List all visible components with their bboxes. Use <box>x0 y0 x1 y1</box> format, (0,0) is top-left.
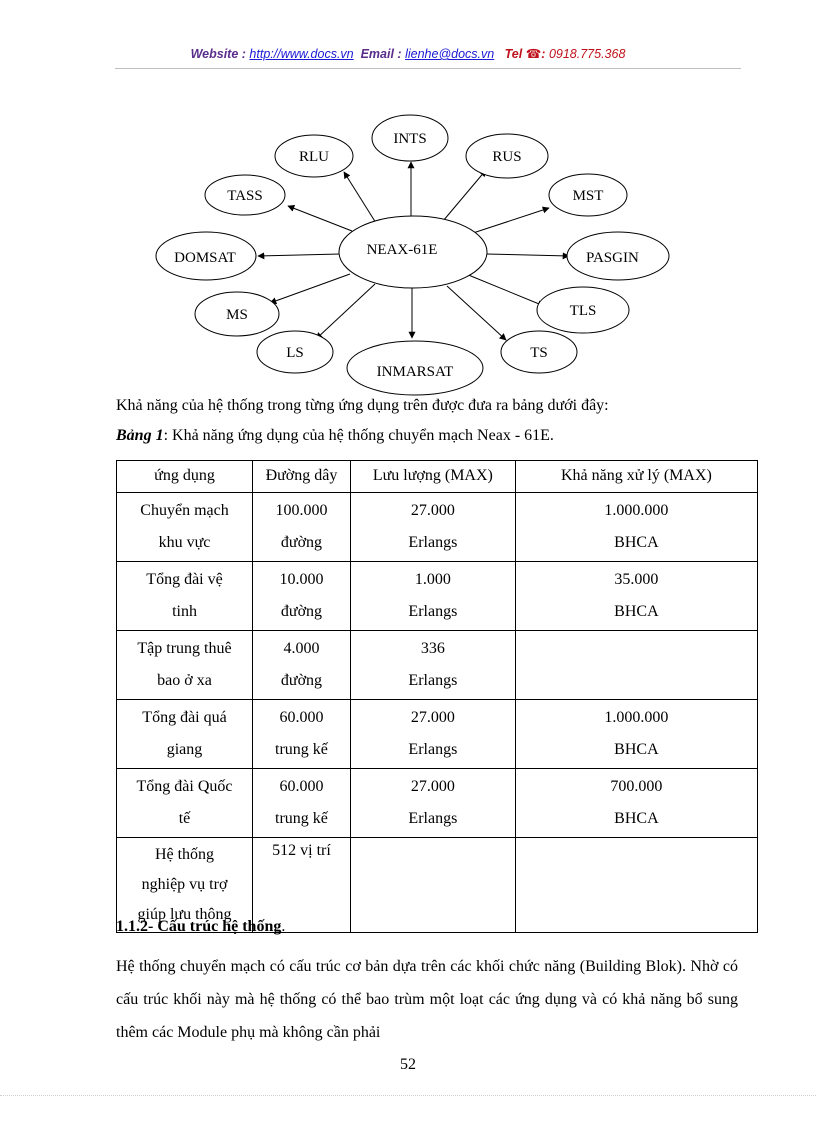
node-domsat-label: DOMSAT <box>174 250 236 266</box>
capability-table <box>116 460 758 933</box>
email-label: Email : <box>360 47 402 61</box>
cell-traffic: 27.000 Erlangs <box>350 493 515 562</box>
phone-number: 0918.775.368 <box>548 47 626 61</box>
cell-lines: 60.000 trung kế <box>253 769 351 838</box>
arrow-to-tass <box>288 206 352 231</box>
cell-application: Tổng đài quá giang <box>117 700 253 769</box>
cell-capacity: 700.000 BHCA <box>515 769 757 838</box>
section-number: 1.1.2- <box>116 918 154 935</box>
cell-traffic: 27.000 Erlangs <box>350 769 515 838</box>
footer-divider <box>0 1095 816 1096</box>
cell-capacity <box>515 838 757 933</box>
cell-traffic <box>350 838 515 933</box>
table-row <box>117 562 758 631</box>
header-lines: Đường dây <box>253 461 351 493</box>
node-ints-label: INTS <box>393 131 427 147</box>
table-header-row <box>117 461 758 493</box>
table-caption-label: Bảng 1 <box>116 427 164 444</box>
node-inmarsat-label: INMARSAT <box>376 364 454 380</box>
table-row <box>117 493 758 562</box>
table-row <box>117 700 758 769</box>
cell-application: Hệ thống nghiệp vụ trợ giúp lưu thông <box>117 838 253 933</box>
cell-lines: 4.000 đường <box>253 631 351 700</box>
header-traffic: Lưu lượng (MAX) <box>350 461 515 493</box>
body-paragraph: Hệ thống chuyển mạch có cấu trúc cơ bản dựa trên các khối chức năng (Building Blok). Nhờ có cấu trúc khối này mà hệ thống có thể bao trùm một loạt các ứng dụng và có khả năng bổ sung thêm các Module phụ mà không cần phải <box>116 958 738 1041</box>
section-dot: . <box>281 918 286 935</box>
cell-lines: 100.000 đường <box>253 493 351 562</box>
table-row <box>117 631 758 700</box>
cell-capacity <box>515 631 757 700</box>
arrow-to-rus <box>443 170 486 221</box>
page-number: 52 <box>400 1056 416 1073</box>
email-link[interactable]: lienhe@docs.vn <box>405 47 495 61</box>
cell-application: Tổng đài vệ tinh <box>117 562 253 631</box>
arrow-to-ls <box>316 284 375 339</box>
cell-application: Chuyển mạch khu vực <box>117 493 253 562</box>
section-title: Cấu trúc hệ thống <box>157 918 282 935</box>
arrow-to-ts <box>447 286 506 340</box>
cell-traffic: 27.000 Erlangs <box>350 700 515 769</box>
website-label: Website : <box>190 47 246 61</box>
arrow-to-domsat <box>258 254 340 256</box>
intro-text: Khả năng của hệ thống trong từng ứng dụng trên được đưa ra bảng dưới đây: <box>116 397 609 414</box>
node-rlu-label: RLU <box>299 149 329 165</box>
table-row <box>117 769 758 838</box>
arrow-to-tls <box>466 274 544 306</box>
section-heading <box>116 918 285 936</box>
cell-capacity: 1.000.000 BHCA <box>515 700 757 769</box>
cell-capacity: 35.000 BHCA <box>515 562 757 631</box>
tel-label: Tel ☎: <box>504 47 546 61</box>
arrow-to-pasgin <box>486 254 569 256</box>
node-tls-label: TLS <box>569 303 597 319</box>
website-link[interactable]: http://www.docs.vn <box>249 47 354 61</box>
table-caption <box>116 427 554 445</box>
table-caption-text: : Khả năng ứng dụng của hệ thống chuyển mạch Neax - 61E. <box>163 427 554 444</box>
node-mst-label: MST <box>572 188 604 204</box>
node-center-label: NEAX-61E <box>366 242 438 258</box>
cell-lines: 10.000 đường <box>253 562 351 631</box>
cell-traffic: 336 Erlangs <box>350 631 515 700</box>
cell-lines: 60.000 trung kế <box>253 700 351 769</box>
header-application: ứng dụng <box>117 461 253 493</box>
arrow-to-rlu <box>344 172 376 223</box>
arrow-to-mst <box>470 208 549 234</box>
node-ls-label: LS <box>286 345 304 361</box>
cell-application: Tổng đài Quốc tế <box>117 769 253 838</box>
header-capacity: Khả năng xử lý (MAX) <box>515 461 757 493</box>
node-pasgin-label: PASGIN <box>586 250 639 266</box>
cell-lines: 512 vị trí <box>253 838 351 933</box>
neax-architecture-diagram <box>0 0 816 400</box>
node-ms-label: MS <box>226 307 248 323</box>
node-ts-label: TS <box>530 345 548 361</box>
cell-traffic: 1.000 Erlangs <box>350 562 515 631</box>
cell-capacity: 1.000.000 BHCA <box>515 493 757 562</box>
arrow-to-ms <box>270 274 350 303</box>
node-tass-label: TASS <box>227 188 263 204</box>
cell-application: Tập trung thuê bao ở xa <box>117 631 253 700</box>
node-rus-label: RUS <box>492 149 522 165</box>
